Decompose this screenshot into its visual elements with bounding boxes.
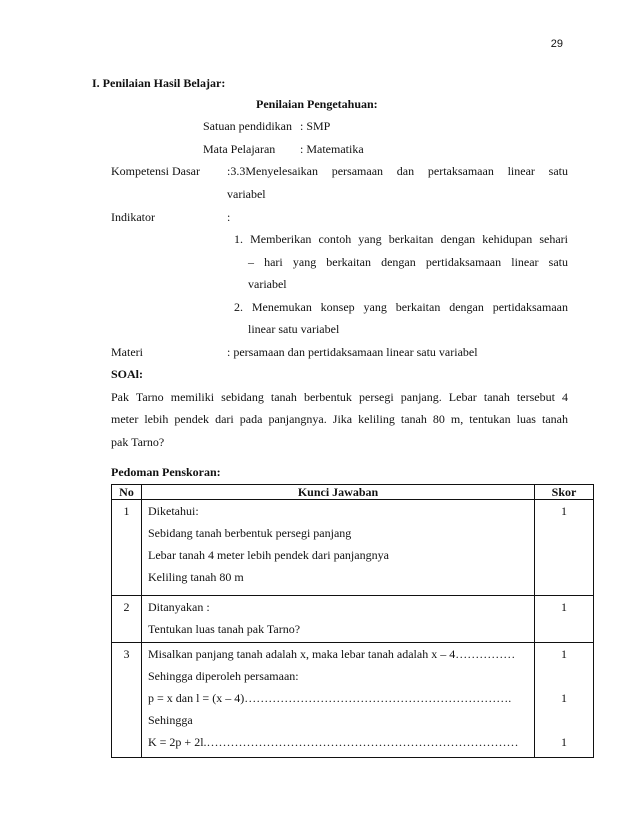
- satuan-label: Satuan pendidikan: [203, 119, 292, 133]
- indikator-2-line1: 2. Menemukan konsep yang berkaitan dengan pertidaksamaan: [234, 300, 568, 314]
- sub-heading: Penilaian Pengetahuan:: [256, 97, 378, 111]
- table-row: [112, 500, 594, 596]
- answer-line: Sebidang tanah berbentuk persegi panjang: [148, 526, 352, 540]
- answer-line: Misalkan panjang tanah adalah x, maka lebar tanah adalah x – 4……………: [148, 647, 516, 661]
- answer-line: Sehingga: [148, 713, 193, 727]
- soal-line2: meter lebih pendek dari pada panjangnya. Jika keliling tanah 80 m, tentukan luas tanah: [111, 412, 568, 426]
- header-skor: Skor: [535, 485, 594, 500]
- indikator-1-line1: 1. Memberikan contoh yang berkaitan dengan kehidupan sehari: [234, 232, 568, 246]
- header-kunci-jawaban: Kunci Jawaban: [142, 485, 535, 500]
- mapel-label: Mata Pelajaran: [203, 142, 276, 156]
- pedoman-label: Pedoman Penskoran:: [111, 465, 221, 479]
- kd-label: Kompetensi Dasar: [111, 164, 200, 178]
- answer-line: K = 2p + 2l.……………………………………………………………………: [148, 735, 519, 749]
- answer-line: Lebar tanah 4 meter lebih pendek dari panjangnya: [148, 548, 389, 562]
- page-number: 29: [550, 38, 563, 50]
- scoring-table: [111, 484, 594, 758]
- row-number: 3: [123, 647, 130, 661]
- satuan-value: : SMP: [300, 119, 331, 133]
- score-value: 1: [561, 735, 567, 749]
- kd-text-line2: variabel: [227, 187, 266, 201]
- soal-line3: pak Tarno?: [111, 435, 165, 449]
- indikator-label: Indikator: [111, 210, 155, 224]
- answer-line: Keliling tanah 80 m: [148, 570, 244, 584]
- header-no: No: [112, 485, 142, 500]
- soal-label: SOAl:: [111, 367, 144, 381]
- score-value: 1: [561, 504, 567, 518]
- row-number: 2: [123, 600, 130, 614]
- answer-line: Tentukan luas tanah pak Tarno?: [148, 622, 301, 636]
- indikator-1-line2: – hari yang berkaitan dengan pertidaksamaan linear satu: [248, 255, 568, 269]
- score-value: 1: [561, 647, 567, 661]
- answer-line: p = x dan l = (x – 4)………………………………………………………….: [148, 691, 512, 705]
- table-header-row: [112, 485, 594, 500]
- score-value: 1: [561, 691, 567, 705]
- score-value: 1: [561, 600, 567, 614]
- answer-line: Diketahui:: [148, 504, 199, 518]
- section-heading: I. Penilaian Hasil Belajar:: [92, 76, 226, 90]
- score-value: [535, 665, 593, 687]
- soal-line1: Pak Tarno memiliki sebidang tanah berbentuk persegi panjang. Lebar tanah tersebut 4: [111, 390, 568, 404]
- indikator-colon: :: [227, 210, 231, 224]
- score-value: [535, 709, 593, 731]
- answer-line: Sehingga diperoleh persamaan:: [148, 669, 299, 683]
- materi-label: Materi: [111, 345, 143, 359]
- indikator-1-line3: variabel: [248, 277, 287, 291]
- table-row: [112, 596, 594, 643]
- materi-value: : persamaan dan pertidaksamaan linear satu variabel: [227, 345, 478, 359]
- mapel-value: : Matematika: [300, 142, 364, 156]
- table-row: [112, 643, 594, 758]
- kd-text-line1: :3.3Menyelesaikan persamaan dan pertaksamaan linear satu: [227, 164, 568, 178]
- row-number: 1: [123, 504, 130, 518]
- indikator-2-line2: linear satu variabel: [248, 322, 340, 336]
- answer-line: Ditanyakan :: [148, 600, 210, 614]
